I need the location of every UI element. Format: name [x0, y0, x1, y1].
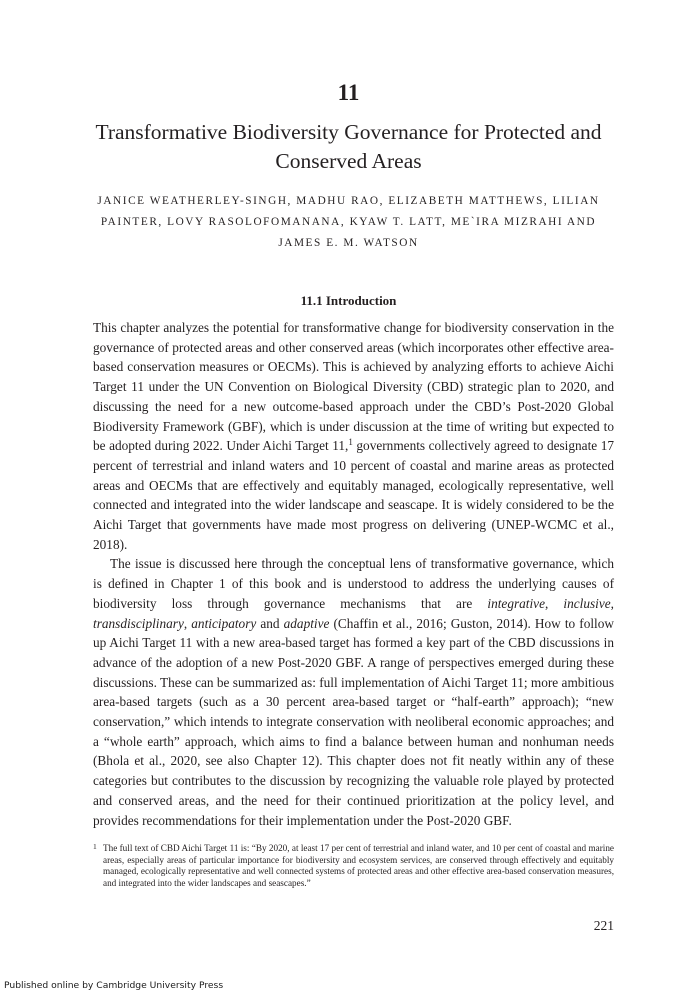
- page-number: 221: [593, 918, 614, 933]
- section-heading: 11.1 Introduction: [300, 293, 397, 308]
- published-online-line: Published online by Cambridge University Press: [4, 980, 224, 991]
- paragraph-2-text-b: (Chaffin et al., 2016; Guston, 2014). How to follow up Aichi Target 11 with a new area-based target has formed a key part of the CBD discussions in advance of the adoption of a new Post-2020 GBF. A range of perspectives emerged during these discussions. These can be summarized as: full implementation of Aichi Target 11; more ambitious area-based targets (such as a 30 percent area-based target or “half-earth” approach); “new conservation,” which intends to integrate conservation with neoliberal economic approaches; and a “whole earth” approach, which aims to find a balance between human and nonhuman needs (Bhola et al., 2020, see also Chapter 12). This chapter does not fit neatly within any of these categories but contributes to the discussion by recognizing the valuable role played by protected and conserved areas, and the need for their continued prioritization at the policy level, and provides recommendations for their implementation under the Post-2020 GBF.: [93, 615, 614, 828]
- chapter-title: Transformative Biodiversity Governance for Protected and Conserved Areas: [95, 120, 602, 173]
- paragraph-1-text-a: This chapter analyzes the potential for transformative change for biodiversity conservation in the governance of protected areas and other conserved areas (which incorporates other effective area-based conservation measures or OECMs). This is achieved by analyzing efforts to achieve Aichi Target 11 under the UN Convention on Biological Diversity (CBD) strategic plan to 2020, and discussing the need for a new outcome-based approach under the CBD’s Post-2020 Global Biodiversity Framework (GBF), which is under discussion at the time of writing but expected to be adopted during 2022. Under Aichi Target 11,: [93, 320, 614, 454]
- paragraph-2: [93, 554, 614, 830]
- term-integrative: integrative: [487, 595, 545, 611]
- body-text: [93, 318, 614, 830]
- footnote-reference: 1: [348, 437, 353, 448]
- paragraph-1-text-b: governments collectively agreed to designate 17 percent of terrestrial and inland waters and 10 percent of coastal and marine areas as protected areas and OECMs that are effectively and equitably managed, ecologically representative, well connected and integrated into the wider landscape and seascape. It is widely considered to be the Aichi Target that governments have made most progress on delivering (UNEP-WCMC et al., 2018).: [93, 438, 614, 552]
- footnote: [93, 843, 614, 889]
- footnote-body: [93, 843, 614, 889]
- chapter-number: 11: [337, 80, 360, 105]
- separator: ,: [610, 595, 614, 611]
- separator: and: [256, 615, 284, 631]
- footnote-text: The full text of CBD Aichi Target 11 is: “By 2020, at least 17 per cent of terrestrial and inland water, and 10 per cent of coastal and marine areas, especially areas of particular importance for biodiversity and ecosystem services, are conserved through effectively and equitably managed, ecologically representative and well connected systems of protected areas and other effective area-based conservation measures, and integrated into the wider landscapes and seascapes.”: [103, 843, 614, 888]
- chapter-authors: JANICE WEATHERLEY-SINGH, MADHU RAO, ELIZABETH MATTHEWS, LILIAN PAINTER, LOVY RASOLOFOMANANA, KYAW T. LATT, ME`IRA MIZRAHI AND JAMES E. M. WATSON: [97, 195, 600, 249]
- term-anticipatory: anticipatory: [191, 615, 257, 631]
- paragraph-1: [93, 318, 614, 554]
- term-adaptive: adaptive: [283, 615, 330, 631]
- separator: ,: [544, 595, 564, 611]
- term-transdisciplinary: transdisciplinary: [93, 615, 184, 631]
- footnote-mark: 1: [93, 842, 97, 851]
- paragraph-2-text-a: The issue is discussed here through the conceptual lens of transformative governance, which is defined in Chapter 1 of this book and is understood to address the underlying causes of biodiversity loss through governance mechanisms that are: [93, 556, 614, 611]
- term-inclusive: inclusive: [563, 595, 611, 611]
- separator: ,: [183, 615, 192, 631]
